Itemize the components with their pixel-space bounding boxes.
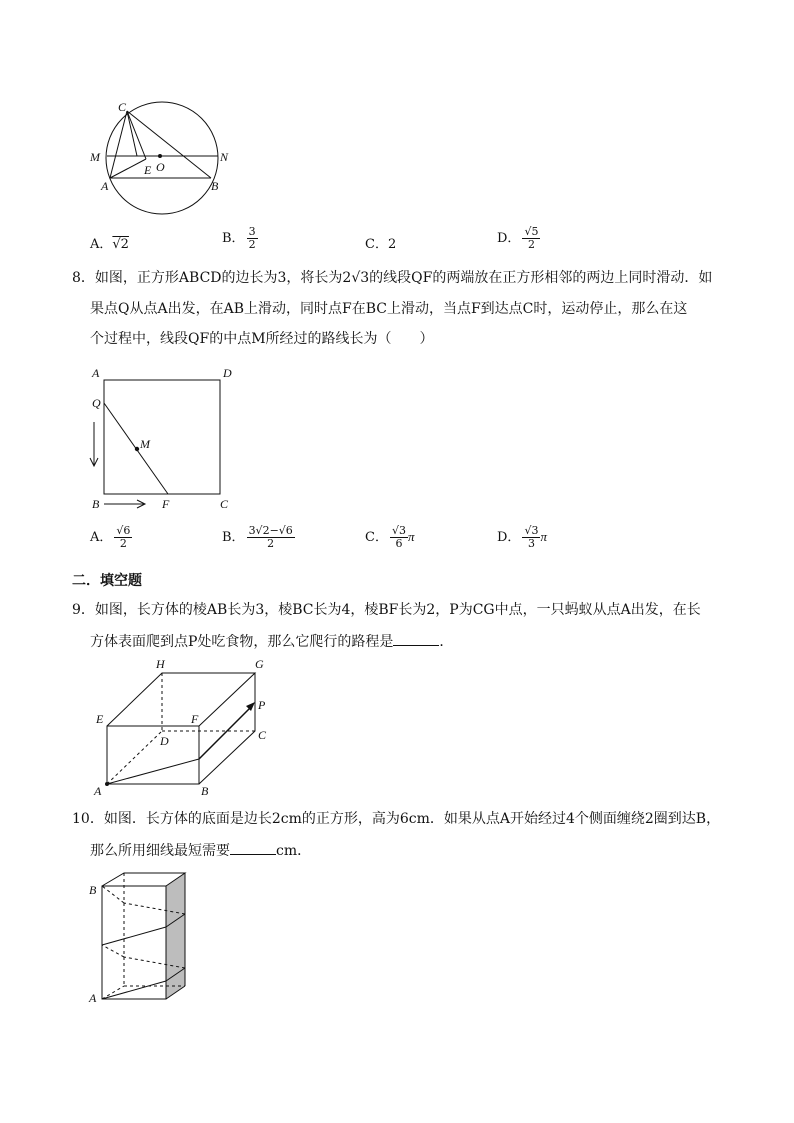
q10-hidden-diag (102, 986, 124, 999)
q9-question-line-2: 方体表面爬到点P处吃食物，那么它爬行的路程是 ． (90, 628, 453, 657)
q7-label-E: E (144, 163, 152, 177)
q7-option-a: A．√2 (90, 237, 129, 252)
q8-question-line-1: 8．如图，正方形ABCD的边长为3，将长为2√3的线段QF的两端放在正方形相邻的两边上同时滑动．如 (72, 270, 713, 286)
q7-line-AE (110, 159, 146, 178)
q10-label-A: A (89, 991, 97, 1005)
q9-top-face (107, 673, 255, 726)
q9-label-E: E (96, 712, 104, 726)
q9-point-A (105, 782, 109, 786)
q10-answer-blank[interactable] (230, 840, 276, 855)
q8-label-Q: Q (92, 396, 101, 410)
q8-option-c: C． $\frac{√3}{6}$ π (365, 524, 415, 550)
q8-label-D: D (223, 366, 232, 380)
q9-figure (88, 655, 288, 800)
q7-option-b: B． $\frac{3}{2}$ (222, 225, 256, 251)
q10-thread-8 (102, 886, 124, 903)
q10-question-line-1: 10．如图．长方体的底面是边长2cm的正方形，高为6cm．如果从点A开始经过4个侧面缠绕2圈到达B， (72, 811, 721, 827)
q9-label-P: P (258, 698, 266, 712)
q7-circle (106, 102, 218, 214)
q9-label-D: D (160, 734, 169, 748)
q10-figure (84, 868, 194, 1008)
q10-thread-4 (102, 945, 124, 957)
q9-question-line-1: 9．如图，长方体的棱AB长为3，棱BC长为4，棱BF长为2，P为CG中点，一只蚂蚁从点A出发，在长 (72, 602, 701, 618)
q8-question-line-2: 果点Q从点A出发，在AB上滑动，同时点F在BC上滑动，当点F到达点C时，运动停止，那么在这 (90, 301, 688, 317)
q9-label-B: B (201, 784, 209, 798)
q10-thread-5 (102, 927, 166, 945)
q8-label-B: B (92, 497, 100, 511)
q9-path-2 (199, 705, 253, 759)
q8-label-M: M (140, 437, 150, 451)
q9-label-G: G (255, 657, 264, 671)
section-title: 二．填空题 (72, 573, 142, 589)
q8-square (104, 380, 220, 494)
q9-label-H: H (156, 657, 165, 671)
q8-option-b: B． $\frac{3√2-√6}{2}$ (222, 524, 293, 550)
q10-shaded-face (166, 873, 185, 999)
q8-figure (82, 360, 252, 520)
q7-line-CB (127, 111, 211, 178)
q9-label-F: F (191, 712, 199, 726)
q8-point-M (135, 447, 139, 451)
q7-label-O: O (156, 160, 165, 174)
q10-question-line-2: 那么所用细线最短需要 cm． (90, 837, 311, 866)
q9-front-face (107, 726, 199, 784)
q8-question-line-3: 个过程中，线段QF的中点M所经过的路线长为（ ） (90, 331, 434, 347)
q7-point-O (158, 154, 162, 158)
q8-label-C: C (220, 497, 229, 511)
q7-label-C: C (118, 100, 127, 114)
q7-label-N: N (220, 150, 229, 164)
q7-line-CA (110, 111, 127, 178)
q8-option-a: A． $\frac{√6}{2}$ (90, 524, 131, 550)
q10-thread-1 (102, 981, 166, 999)
q7-label-B: B (211, 179, 219, 193)
q9-path-1 (107, 759, 199, 784)
q9-answer-blank[interactable] (393, 631, 439, 646)
q9-label-C: C (258, 728, 267, 742)
q7-figure (82, 95, 242, 220)
q8-label-F: F (162, 497, 170, 511)
q7-option-d: D． $\frac{√5}{2}$ (497, 225, 539, 251)
q10-label-B: B (89, 883, 97, 897)
q9-label-A: A (94, 784, 102, 798)
q8-option-d: D． $\frac{√3}{3}$ π (497, 524, 547, 550)
q9-right-face (199, 673, 255, 784)
q8-label-A: A (92, 366, 100, 380)
q7-option-c: C．2 (365, 237, 397, 252)
q7-label-M: M (90, 150, 100, 164)
q7-label-A: A (101, 179, 109, 193)
